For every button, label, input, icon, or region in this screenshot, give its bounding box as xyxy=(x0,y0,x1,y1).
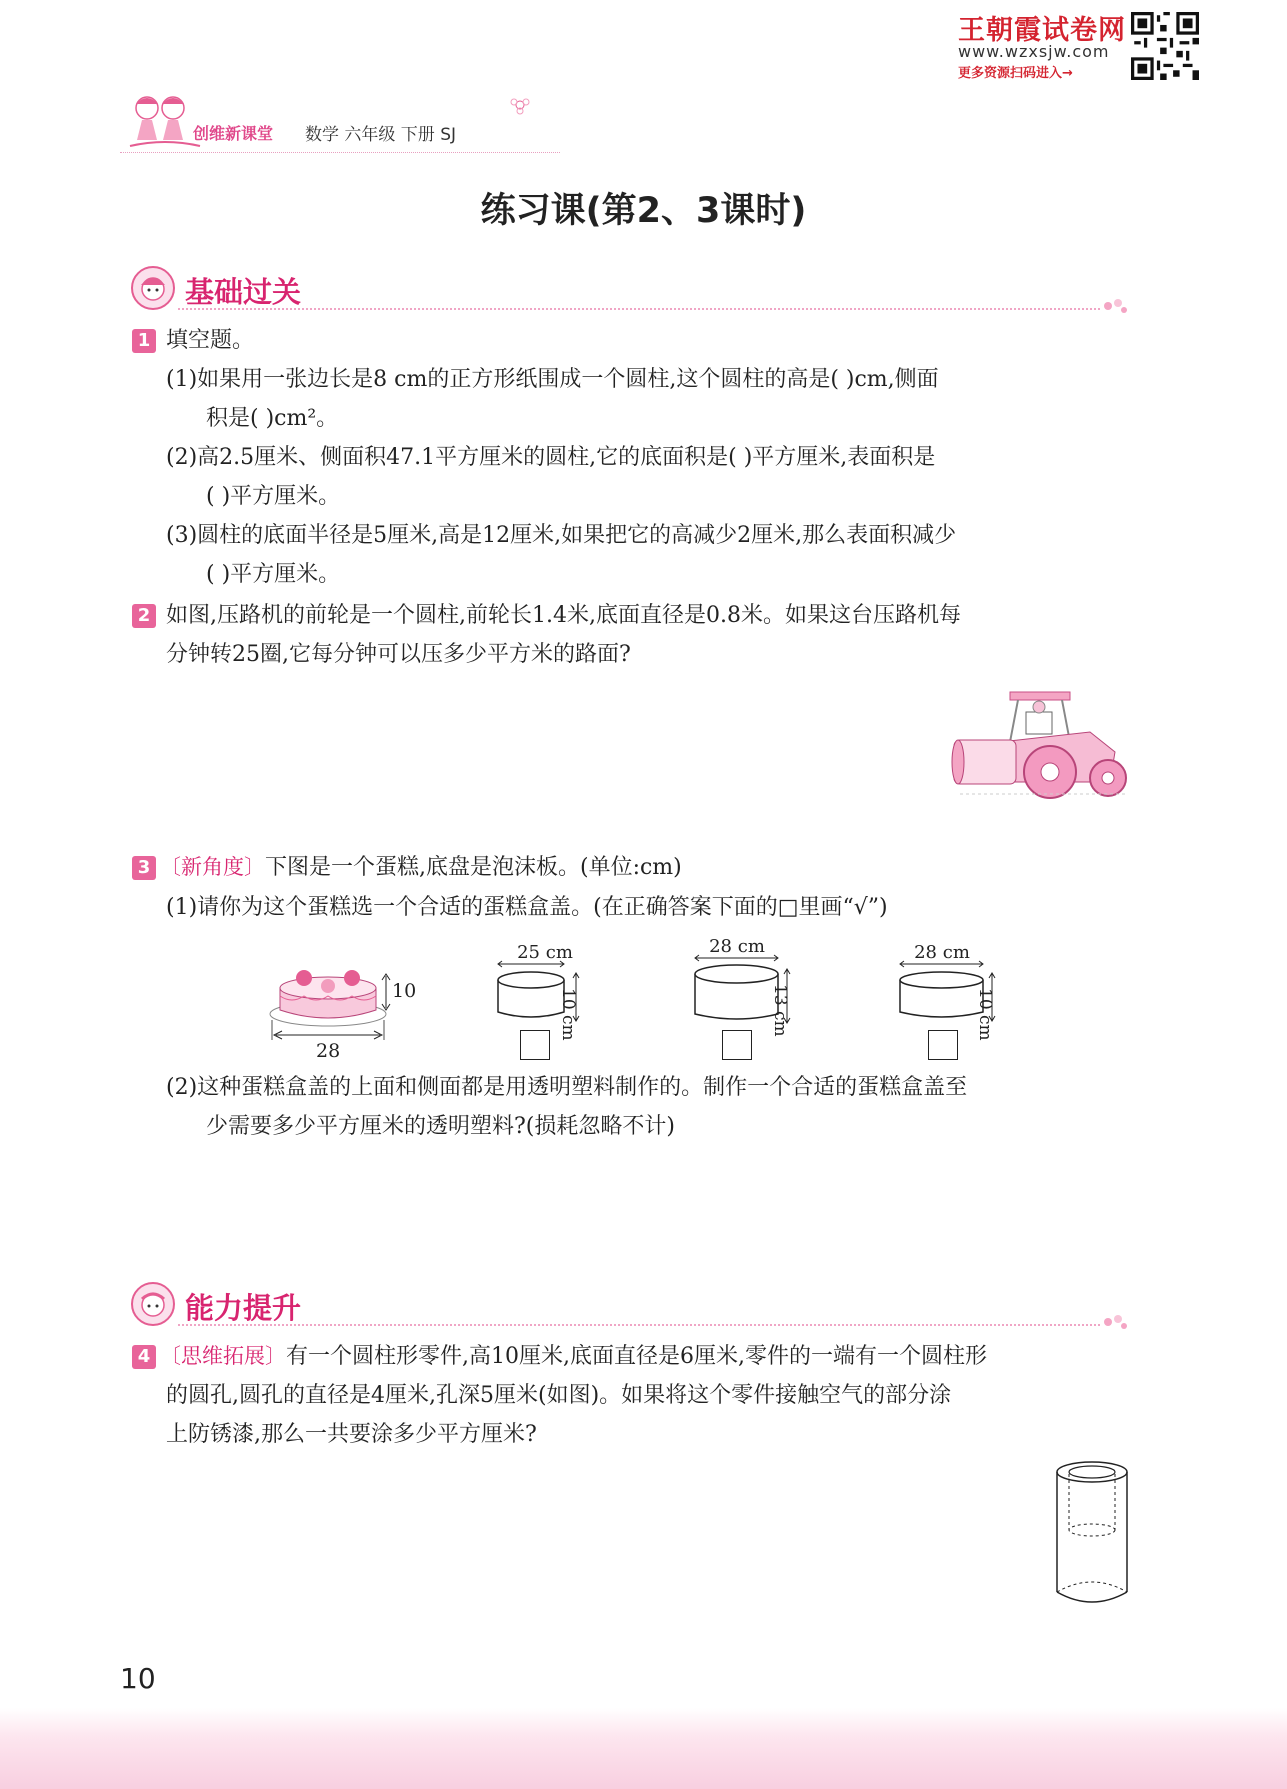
box-2-cylinder xyxy=(690,954,782,1024)
question-1-part-2-line-1: (2)高2.5厘米、侧面积47.1平方厘米的圆柱,它的底面积是( )平方厘米,表面积是 xyxy=(166,445,936,470)
question-3-tag: 〔新角度〕 xyxy=(160,855,265,879)
watermark-url[interactable]: www.wzxsjw.com xyxy=(958,42,1110,61)
box-3-height-label: 10 cm xyxy=(975,988,995,1041)
question-1-part-3-line-1: (3)圆柱的底面半径是5厘米,高是12厘米,如果把它的高减少2厘米,那么表面积减少 xyxy=(166,523,957,548)
footer-band xyxy=(0,1708,1287,1789)
question-3-part-1: (1)请你为这个蛋糕选一个合适的蛋糕盒盖。(在正确答案下面的□里画“√”) xyxy=(166,895,888,920)
box-2-height-label: 13 cm xyxy=(770,984,790,1037)
page-title: 练习课(第2、3课时) xyxy=(480,191,807,231)
cake-width-label: 28 xyxy=(316,1040,341,1062)
cylinder-part-illustration xyxy=(1052,1458,1132,1606)
cake-illustration xyxy=(268,948,418,1060)
brand-name: 创维新课堂 xyxy=(193,124,274,143)
question-1-stem: 填空题。 xyxy=(166,328,255,353)
section-basic-title: 基础过关 xyxy=(185,275,302,309)
header-divider xyxy=(120,152,560,153)
section-basic-divider xyxy=(178,308,1100,310)
question-2-badge: 2 xyxy=(132,604,156,628)
question-3-stem-row xyxy=(160,848,682,887)
section-advanced-title: 能力提升 xyxy=(185,1291,302,1325)
question-4-line-2: 的圆孔,圆孔的直径是4厘米,孔深5厘米(如图)。如果将这个零件接触空气的部分涂 xyxy=(166,1383,952,1408)
question-1-part-2-line-2: ( )平方厘米。 xyxy=(206,484,341,509)
question-3-part-2-line-1: (2)这种蛋糕盒盖的上面和侧面都是用透明塑料制作的。制作一个合适的蛋糕盒盖至 xyxy=(166,1075,968,1100)
question-3-badge: 3 xyxy=(132,856,156,880)
question-4-line-1: 有一个圆柱形零件,高10厘米,底面直径是6厘米,零件的一端有一个圆柱形 xyxy=(286,1344,987,1369)
page-number: 10 xyxy=(120,1662,156,1695)
qr-code-icon[interactable] xyxy=(1131,12,1199,80)
question-3-stem: 下图是一个蛋糕,底盘是泡沫板。(单位:cm) xyxy=(265,855,682,880)
section-advanced-divider xyxy=(178,1324,1100,1326)
box-1-answer-checkbox[interactable] xyxy=(520,1030,550,1060)
question-4-tag: 〔思维拓展〕 xyxy=(160,1344,286,1368)
question-3-part-2-line-2: 少需要多少平方厘米的透明塑料?(损耗忽略不计) xyxy=(206,1114,675,1139)
question-1-badge: 1 xyxy=(132,329,156,353)
box-2-answer-checkbox[interactable] xyxy=(722,1030,752,1060)
box-2-diameter-label: 28 cm xyxy=(709,936,765,957)
watermark-title: 王朝霞试卷网 xyxy=(958,15,1126,46)
box-3-diameter-label: 28 cm xyxy=(914,942,970,963)
question-1-part-1-line-1: (1)如果用一张边长是8 cm的正方形纸围成一个圆柱,这个圆柱的高是( )cm,侧面 xyxy=(166,367,939,392)
road-roller-illustration xyxy=(940,682,1132,804)
cake-height-label: 10 xyxy=(392,980,417,1002)
box-1-diameter-label: 25 cm xyxy=(517,942,573,963)
box-1-height-label: 10 cm xyxy=(558,988,578,1041)
girl-avatar-icon xyxy=(130,265,176,311)
question-4-line-3: 上防锈漆,那么一共要涂多少平方厘米? xyxy=(166,1422,537,1447)
question-2-line-2: 分钟转25圈,它每分钟可以压多少平方米的路面? xyxy=(166,642,631,667)
boy-avatar-icon xyxy=(130,1281,176,1327)
watermark-tip: 更多资源扫码进入→ xyxy=(958,66,1073,81)
question-4-line-1-row xyxy=(160,1337,987,1376)
question-1-part-1-line-2: 积是( )cm²。 xyxy=(206,406,339,431)
dots-decoration-icon xyxy=(1102,296,1130,316)
dots-decoration-icon xyxy=(1102,1312,1130,1332)
question-4-badge: 4 xyxy=(132,1345,156,1369)
subject-info: 数学 六年级 下册 SJ xyxy=(305,125,457,145)
box-3-cylinder xyxy=(895,960,987,1022)
question-2-line-1: 如图,压路机的前轮是一个圆柱,前轮长1.4米,底面直径是0.8米。如果这台压路机每 xyxy=(166,603,961,628)
question-1-part-3-line-2: ( )平方厘米。 xyxy=(206,562,341,587)
flower-icon xyxy=(505,92,535,118)
box-3-answer-checkbox[interactable] xyxy=(928,1030,958,1060)
